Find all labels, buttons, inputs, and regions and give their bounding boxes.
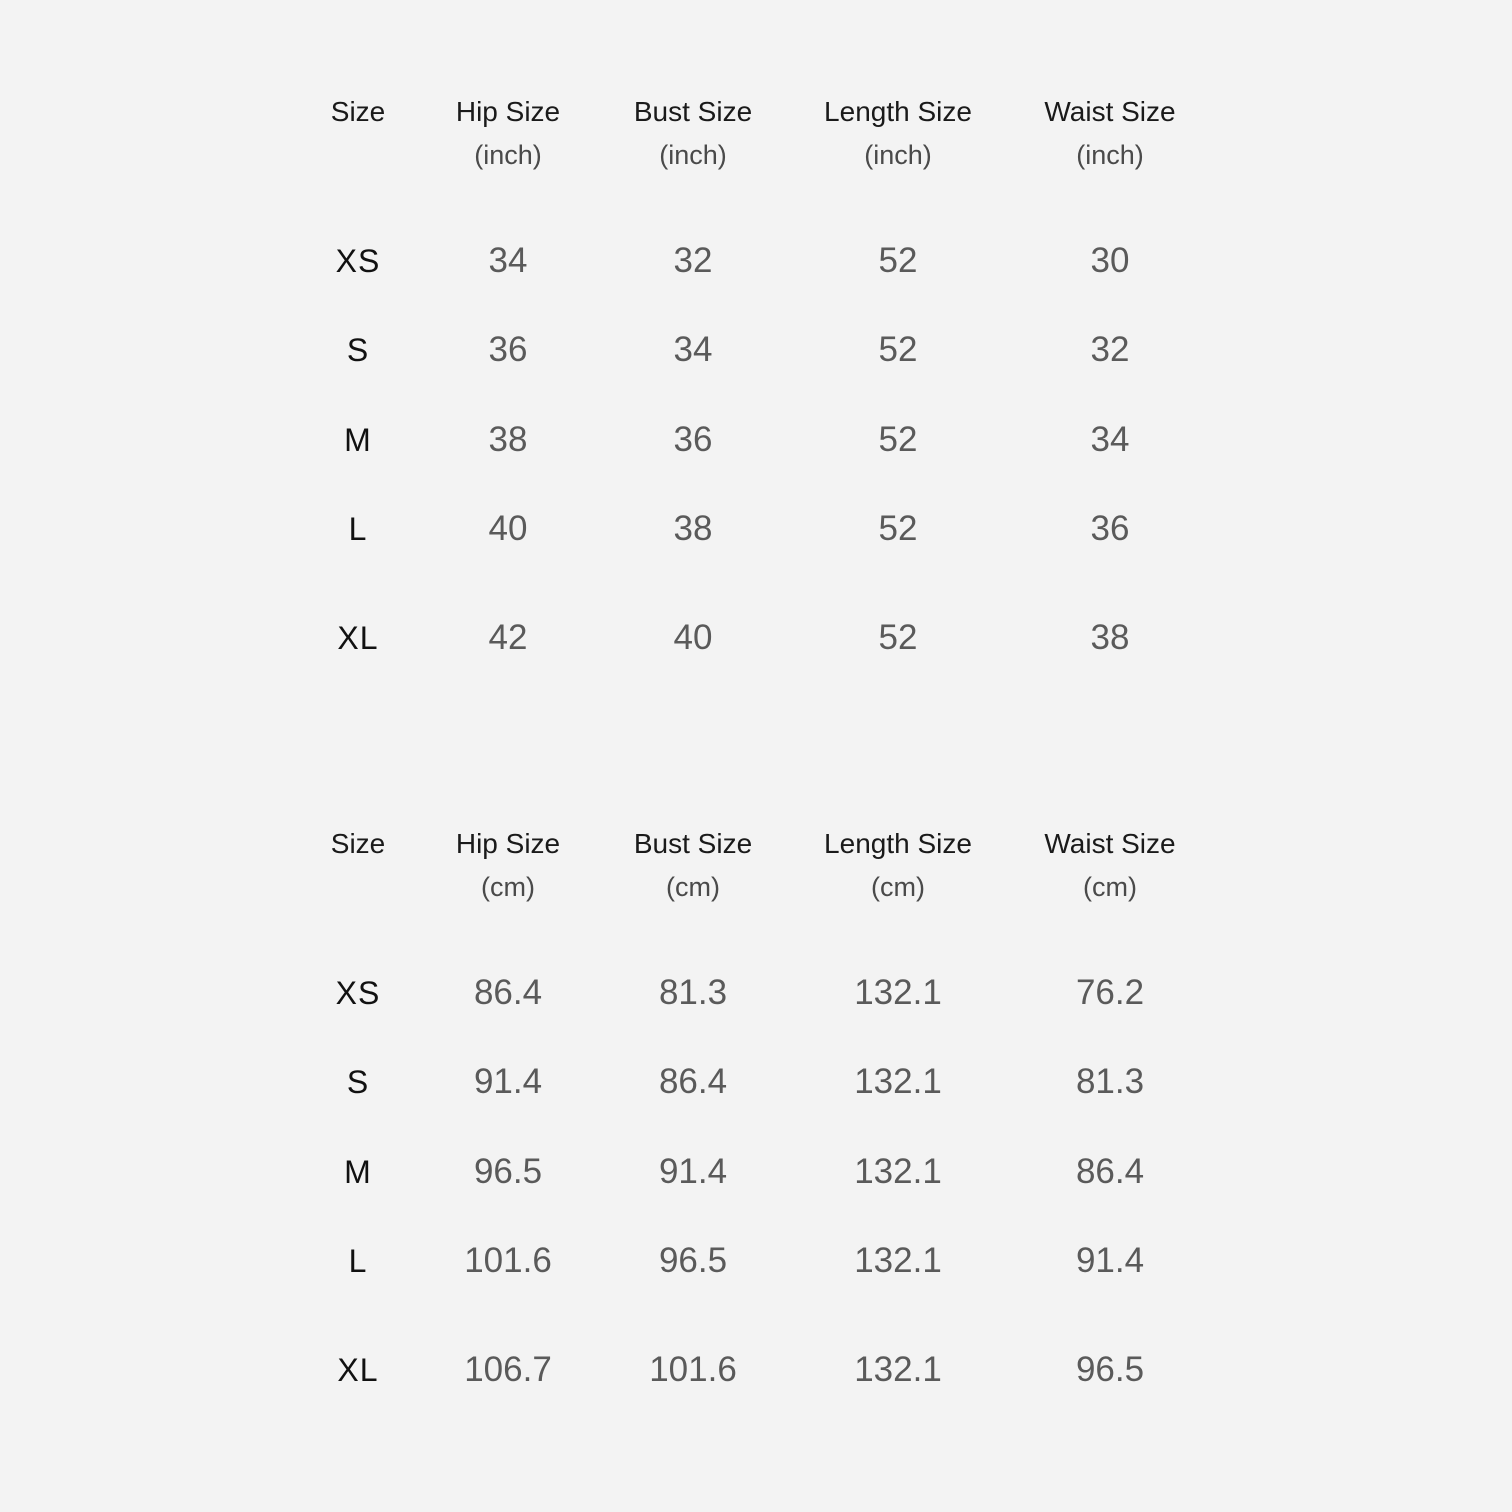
column-header-length: Length Size <box>824 828 972 859</box>
hip-value: 42 <box>488 618 528 657</box>
column-header-bust: Bust Size <box>633 828 753 859</box>
length-value: 132.1 <box>854 973 942 1012</box>
length-value: 52 <box>878 618 918 657</box>
hip-value: 40 <box>488 509 528 548</box>
hip-value: 106.7 <box>464 1350 552 1389</box>
bust-value: 86.4 <box>658 1062 728 1101</box>
row-size-label: S <box>346 1064 370 1100</box>
row-size-label: XL <box>337 620 379 656</box>
row-size-label: M <box>344 422 372 458</box>
bust-value: 81.3 <box>658 973 728 1012</box>
column-header-waist: Waist Size <box>1044 828 1176 859</box>
length-value: 132.1 <box>854 1241 942 1280</box>
bust-value: 36 <box>673 420 713 459</box>
waist-value: 91.4 <box>1075 1241 1145 1280</box>
length-value: 52 <box>878 330 918 369</box>
column-header-hip: Hip Size <box>455 828 561 859</box>
waist-value: 86.4 <box>1075 1152 1145 1191</box>
length-value: 52 <box>878 241 918 280</box>
waist-value: 76.2 <box>1075 973 1145 1012</box>
length-value: 132.1 <box>854 1350 942 1389</box>
bust-value: 40 <box>673 618 713 657</box>
hip-value: 38 <box>488 420 528 459</box>
row-size-label: XS <box>335 975 381 1011</box>
hip-value: 101.6 <box>464 1241 552 1280</box>
column-header-size: Size <box>330 96 386 127</box>
hip-value: 86.4 <box>473 973 543 1012</box>
row-size-label: M <box>344 1154 372 1190</box>
bust-value: 34 <box>673 330 713 369</box>
waist-value: 30 <box>1090 241 1130 280</box>
waist-value: 32 <box>1090 330 1130 369</box>
column-unit-hip: (cm) <box>481 872 535 902</box>
bust-value: 32 <box>673 241 713 280</box>
column-unit-waist: (inch) <box>1076 140 1144 170</box>
column-header-hip: Hip Size <box>455 96 561 127</box>
waist-value: 81.3 <box>1075 1062 1145 1101</box>
column-unit-waist: (cm) <box>1083 872 1137 902</box>
bust-value: 101.6 <box>649 1350 737 1389</box>
waist-value: 36 <box>1090 509 1130 548</box>
column-header-size: Size <box>330 828 386 859</box>
row-size-label: S <box>346 332 370 368</box>
column-header-length: Length Size <box>824 96 972 127</box>
length-value: 132.1 <box>854 1062 942 1101</box>
bust-value: 38 <box>673 509 713 548</box>
column-unit-length: (cm) <box>871 872 925 902</box>
hip-value: 36 <box>488 330 528 369</box>
hip-value: 91.4 <box>473 1062 543 1101</box>
row-size-label: XS <box>335 243 381 279</box>
column-header-bust: Bust Size <box>633 96 753 127</box>
row-size-label: XL <box>337 1352 379 1388</box>
waist-value: 34 <box>1090 420 1130 459</box>
row-size-label: L <box>348 1243 368 1279</box>
column-unit-length: (inch) <box>864 140 932 170</box>
row-size-label: L <box>348 511 368 547</box>
column-unit-hip: (inch) <box>474 140 542 170</box>
bust-value: 96.5 <box>658 1241 728 1280</box>
column-unit-bust: (inch) <box>659 140 727 170</box>
length-value: 52 <box>878 420 918 459</box>
waist-value: 96.5 <box>1075 1350 1145 1389</box>
column-header-waist: Waist Size <box>1044 96 1176 127</box>
hip-value: 96.5 <box>473 1152 543 1191</box>
waist-value: 38 <box>1090 618 1130 657</box>
length-value: 52 <box>878 509 918 548</box>
hip-value: 34 <box>488 241 528 280</box>
column-unit-bust: (cm) <box>666 872 720 902</box>
bust-value: 91.4 <box>658 1152 728 1191</box>
length-value: 132.1 <box>854 1152 942 1191</box>
